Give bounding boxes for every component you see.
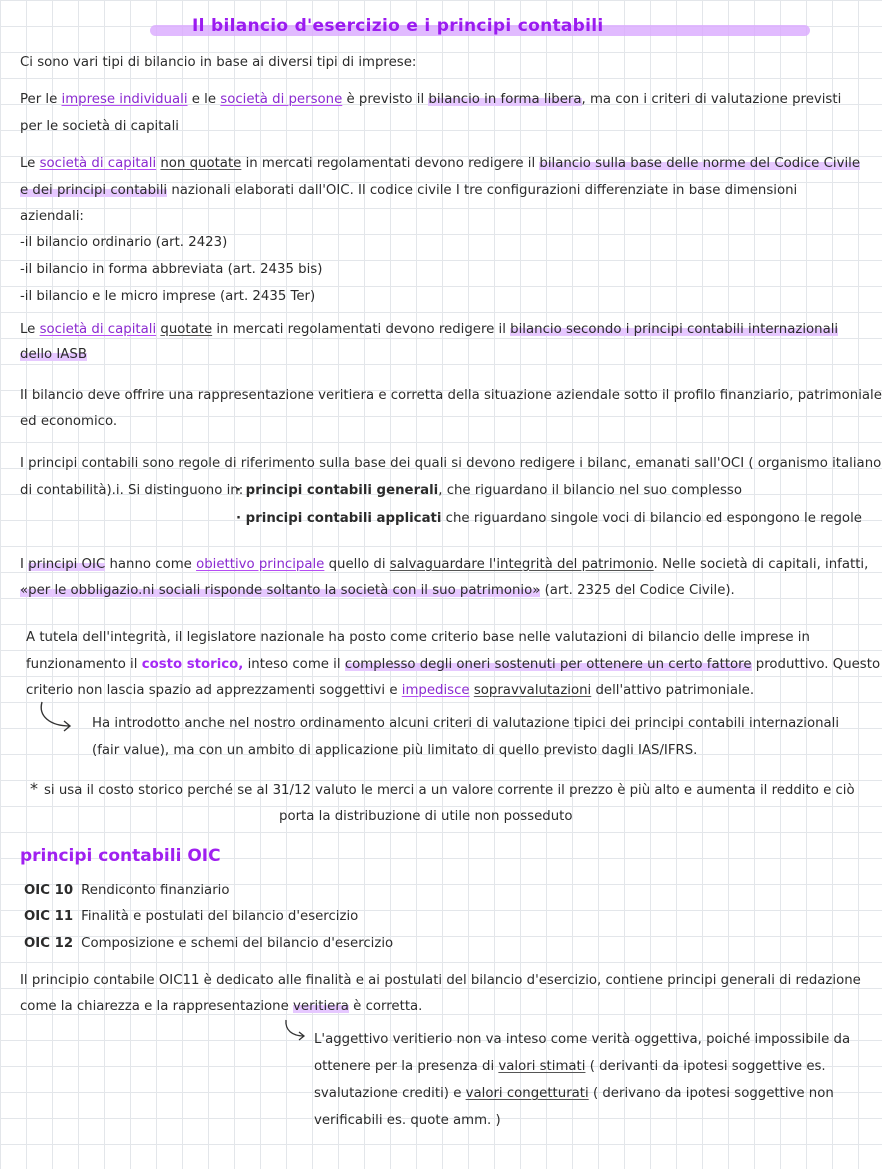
text: inteso come il [243, 657, 345, 672]
para-6-line-1 [20, 556, 868, 574]
sub-note-line-1: Ha introdotto anche nel nostro ordinamento alcuni criteri di valutazione tipici dei principi contabili internazionali [92, 716, 840, 731]
para-2-line-1 [20, 155, 860, 173]
para-4-line-1: Il bilancio deve offrire una rappresentazione veritiera e corretta della situazione aziendale sotto il profilo finanziario, patrimoniale [20, 388, 882, 403]
text: come la chiarezza e la rappresentazione [20, 999, 294, 1014]
text: in mercati regolamentati devono redigere il [212, 322, 511, 337]
sub-note-line-2: (fair value), ma con un ambito di applicazione più limitato di quello previsto dagli IAS/IFRS. [92, 743, 698, 758]
para-2-line-3: aziendali: [20, 209, 84, 224]
text: , ma con i criteri di valutazione previsti [581, 92, 842, 107]
list-item-ordinario: -il bilancio ordinario (art. 2423) [20, 235, 228, 250]
bullet-generali [236, 482, 742, 500]
highlight-principi-oic: principi OIC [28, 557, 106, 572]
para-7-line-2 [26, 656, 880, 674]
para-5-line-2: di contabilità).i. Si distinguono in: [20, 483, 244, 498]
veritiero-note-line-2 [314, 1058, 826, 1076]
oic-label: Rendiconto finanziario [81, 883, 230, 898]
list-item-abbreviata: -il bilancio in forma abbreviata (art. 2435 bis) [20, 262, 323, 277]
curved-arrow-icon [36, 700, 76, 734]
text: ottenere per la presenza di [314, 1059, 499, 1074]
highlight-codice-civile: bilancio sulla base delle norme del Codice Civile [539, 156, 861, 171]
term-societa-persone: società di persone [220, 92, 343, 107]
term-costo-storico: costo storico, [141, 657, 244, 672]
intro-text: Ci sono vari tipi di bilancio in base ai diversi tipi di imprese: [20, 55, 417, 70]
text: Le [20, 322, 40, 337]
text: funzionamento il [26, 657, 142, 672]
bullet-label: · principi contabili generali [236, 483, 439, 498]
oic-code: OIC 11 [24, 909, 74, 924]
text: Per le [20, 92, 62, 107]
term-sopravvalutazioni: sopravvalutazioni [473, 683, 592, 698]
text: criterio non lascia spazio ad apprezzamenti soggettivi e [26, 683, 402, 698]
curved-arrow-icon [282, 1018, 310, 1046]
asterisk-icon: * [30, 779, 38, 798]
para-5-line-1: I principi contabili sono regole di riferimento sulla base dei quali si devono redigere i bilanc, emanati sall'OCI ( organismo italiano [20, 456, 882, 471]
note-line-1: si usa il costo storico perché se al 31/12 valuto le merci a un valore corrente il prezzo è più alto e aumenta il reddito e ciò [44, 783, 855, 798]
text: che riguardano singole voci di bilancio ed espongono le regole [441, 511, 862, 526]
highlight-iasb: dello IASB [20, 347, 87, 362]
section-heading: principi contabili OIC [20, 846, 221, 866]
para-7-line-3 [26, 682, 754, 700]
para-3-line-1 [20, 321, 838, 339]
term-impedisce: impedisce [401, 683, 470, 698]
bullet-applicati [236, 510, 862, 528]
para-2-line-2 [20, 182, 797, 200]
para-1-line-2: per le società di capitali [20, 119, 179, 134]
text: è previsto il [342, 92, 429, 107]
text: svalutazione crediti) e [314, 1086, 466, 1101]
highlight-principi-contabili: e dei principi contabili [20, 183, 168, 198]
para-4-line-2: ed economico. [20, 414, 118, 429]
text: in mercati regolamentati devono redigere il [241, 156, 540, 171]
term-imprese-individuali: imprese individuali [61, 92, 188, 107]
text: è corretta. [348, 999, 423, 1014]
page-title [150, 16, 810, 38]
text: . Nelle società di capitali, infatti, [653, 557, 869, 572]
note-line-2: porta la distribuzione di utile non posseduto [279, 809, 573, 824]
oic-label: Composizione e schemi del bilancio d'esercizio [81, 936, 394, 951]
text: , che riguardano il bilancio nel suo complesso [438, 483, 742, 498]
text: (art. 2325 del Codice Civile). [540, 583, 735, 598]
para-7-line-1: A tutela dell'integrità, il legislatore nazionale ha posto come criterio base nelle valutazioni di bilancio delle imprese in [26, 630, 810, 645]
term-quotate: quotate [160, 322, 213, 337]
term-valori-congetturati: valori congetturati [465, 1086, 589, 1101]
highlight-principi-internazionali: bilancio secondo i principi contabili internazionali [510, 322, 839, 337]
text: quello di [324, 557, 390, 572]
text: hanno come [105, 557, 197, 572]
veritiero-note-line-3 [314, 1085, 834, 1103]
text: nazionali elaborati dall'OIC. Il codice civile I tre configurazioni differenziate in base dimensioni [167, 183, 798, 198]
text: ( derivano da ipotesi soggettive non [588, 1086, 834, 1101]
highlight-bilancio-forma-libera: bilancio in forma libera [428, 92, 582, 107]
veritiero-note-line-1: L'aggettivo veritierio non va inteso come verità oggettiva, poiché impossibile da [314, 1032, 851, 1047]
highlight-veritiera: veritiera [293, 999, 349, 1014]
term-societa-capitali: società di capitali [39, 156, 157, 171]
text: ( derivanti da ipotesi soggettive es. [585, 1059, 826, 1074]
text: Le [20, 156, 40, 171]
bullet-label: · principi contabili applicati [236, 511, 442, 526]
term-integrita: salvaguardare l'integrità del patrimonio [389, 557, 654, 572]
veritiero-note-line-4: verificabili es. quote amm. ) [314, 1113, 501, 1128]
title-text: Il bilancio d'esercizio e i principi contabili [192, 16, 604, 36]
term-non-quotate: non quotate [160, 156, 242, 171]
oic-code: OIC 12 [24, 936, 74, 951]
para-3-line-2 [20, 346, 87, 364]
oic11-line-1: Il principio contabile OIC11 è dedicato alle finalità e ai postulati del bilancio d'esercizio, contiene principi generali di redazione [20, 973, 861, 988]
text: e le [187, 92, 221, 107]
oic-code: OIC 10 [24, 883, 74, 898]
highlight-quote: «per le obbligazio.ni sociali risponde soltanto la società con il suo patrimonio» [20, 583, 541, 598]
para-1-line-1 [20, 91, 841, 109]
text: I [20, 557, 29, 572]
oic-item [24, 908, 358, 926]
oic-item [24, 882, 230, 900]
list-item-micro: -il bilancio e le micro imprese (art. 2435 Ter) [20, 289, 316, 304]
oic11-line-2 [20, 998, 422, 1016]
term-valori-stimati: valori stimati [498, 1059, 586, 1074]
term-obiettivo: obiettivo principale [196, 557, 325, 572]
oic-item [24, 935, 393, 953]
text: produttivo. Questo [751, 657, 881, 672]
highlight-oneri: complesso degli oneri sostenuti per ottenere un certo fattore [344, 657, 752, 672]
oic-label: Finalità e postulati del bilancio d'esercizio [81, 909, 359, 924]
term-societa-capitali: società di capitali [39, 322, 157, 337]
text: dell'attivo patrimoniale. [591, 683, 755, 698]
para-6-line-2 [20, 582, 735, 600]
